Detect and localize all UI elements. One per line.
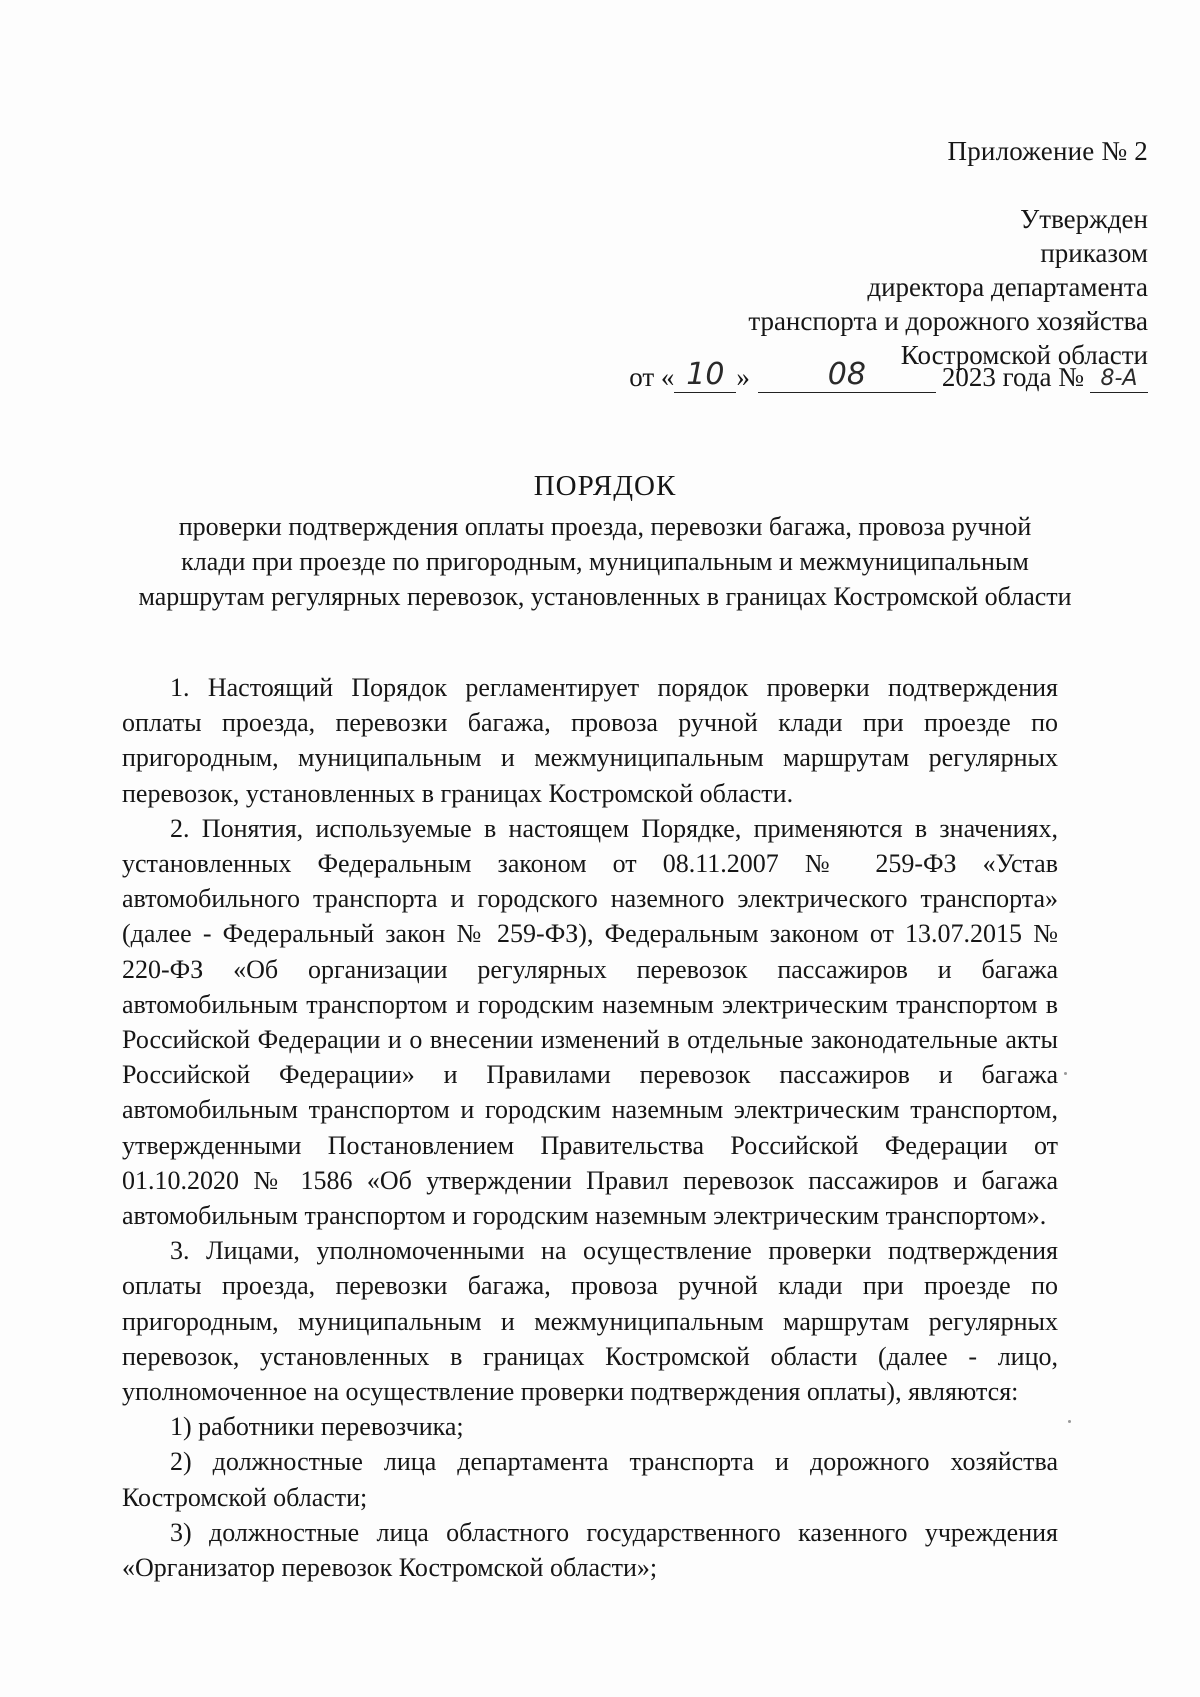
scan-speck (1064, 1072, 1067, 1075)
title-block (110, 470, 1100, 614)
paragraph: 2. Понятия, используемые в настоящем Порядке, применяются в значениях, установленных Федеральным законом от 08.11.2007 № 259-ФЗ «Устав автомобильного транспорта и городского наземного электрического транспорта» (далее - Федеральный закон № 259-ФЗ), Федеральным законом от 13.07.2015 № 220-ФЗ «Об организации регулярных перевозок пассажиров и багажа автомобильным транспортом и городским наземным электрическим транспортом в Российской Федерации и о внесении изменений в отдельные законодательные акты Российской Федерации» и Правилами перевозок пассажиров и багажа автомобильным транспортом и городским наземным электрическим транспортом, утвержденными Постановлением Правительства Российской Федерации от 01.10.2020 № 1586 «Об утверждении Правил перевозок пассажиров и багажа автомобильным транспортом и городским наземным электрическим транспортом». (122, 813, 1058, 1231)
order-number-field (1090, 362, 1148, 393)
date-quote-close: » (736, 362, 750, 392)
approval-block (588, 202, 1148, 372)
date-day-field (674, 357, 736, 393)
annex-label: Приложение № 2 (947, 136, 1148, 166)
approval-line: Костромской области (900, 340, 1148, 370)
approval-line: транспорта и дорожного хозяйства (748, 306, 1148, 336)
paragraph: 2) должностные лица департамента транспорта и дорожного хозяйства Костромской области; (122, 1447, 1058, 1512)
paragraph: 1) работники перевозчика; (170, 1412, 464, 1442)
date-prefix: от « (629, 362, 675, 392)
scan-speck (1068, 1420, 1071, 1423)
handwritten-day: 10 (686, 357, 725, 392)
handwritten-order-number: 8-А (1100, 366, 1138, 391)
document-subtitle (110, 509, 1100, 614)
approval-date-row (629, 357, 1148, 393)
paragraph: 1. Настоящий Порядок регламентирует порядок проверки подтверждения оплаты проезда, перевозки багажа, провоза ручной клади при проезде по пригородным, муниципальным и межмуниципальным маршрутам регулярных перевозок, установленных в границах Костромской области. (122, 673, 1058, 808)
subtitle-line: клади при проезде по пригородным, муниципальным и межмуниципальным (181, 547, 1029, 576)
subtitle-line: проверки подтверждения оплаты проезда, перевозки багажа, провоза ручной (178, 512, 1032, 541)
subtitle-line: маршрутам регулярных перевозок, установленных в границах Костромской области (138, 582, 1072, 611)
date-year-text: 2023 года № (941, 362, 1084, 392)
document-title: ПОРЯДОК (533, 470, 677, 502)
handwritten-month: 08 (827, 357, 866, 392)
date-month-field (758, 357, 936, 393)
approval-line: приказом (1040, 238, 1148, 268)
paragraph: 3. Лицами, уполномоченными на осуществление проверки подтверждения оплаты проезда, перевозки багажа, провоза ручной клади при проезде по пригородным, муниципальным и межмуниципальным маршрутам регулярных перевозок, установленных в границах Костромской области (далее - лицо, уполномоченное на осуществление проверки подтверждения оплаты), являются: (122, 1236, 1058, 1407)
approval-line: директора департамента (867, 272, 1148, 302)
paragraph: 3) должностные лица областного государственного казенного учреждения «Организатор перевозок Костромской области»; (122, 1517, 1058, 1583)
approval-line: Утвержден (1020, 204, 1148, 234)
document-body (122, 670, 1058, 1585)
